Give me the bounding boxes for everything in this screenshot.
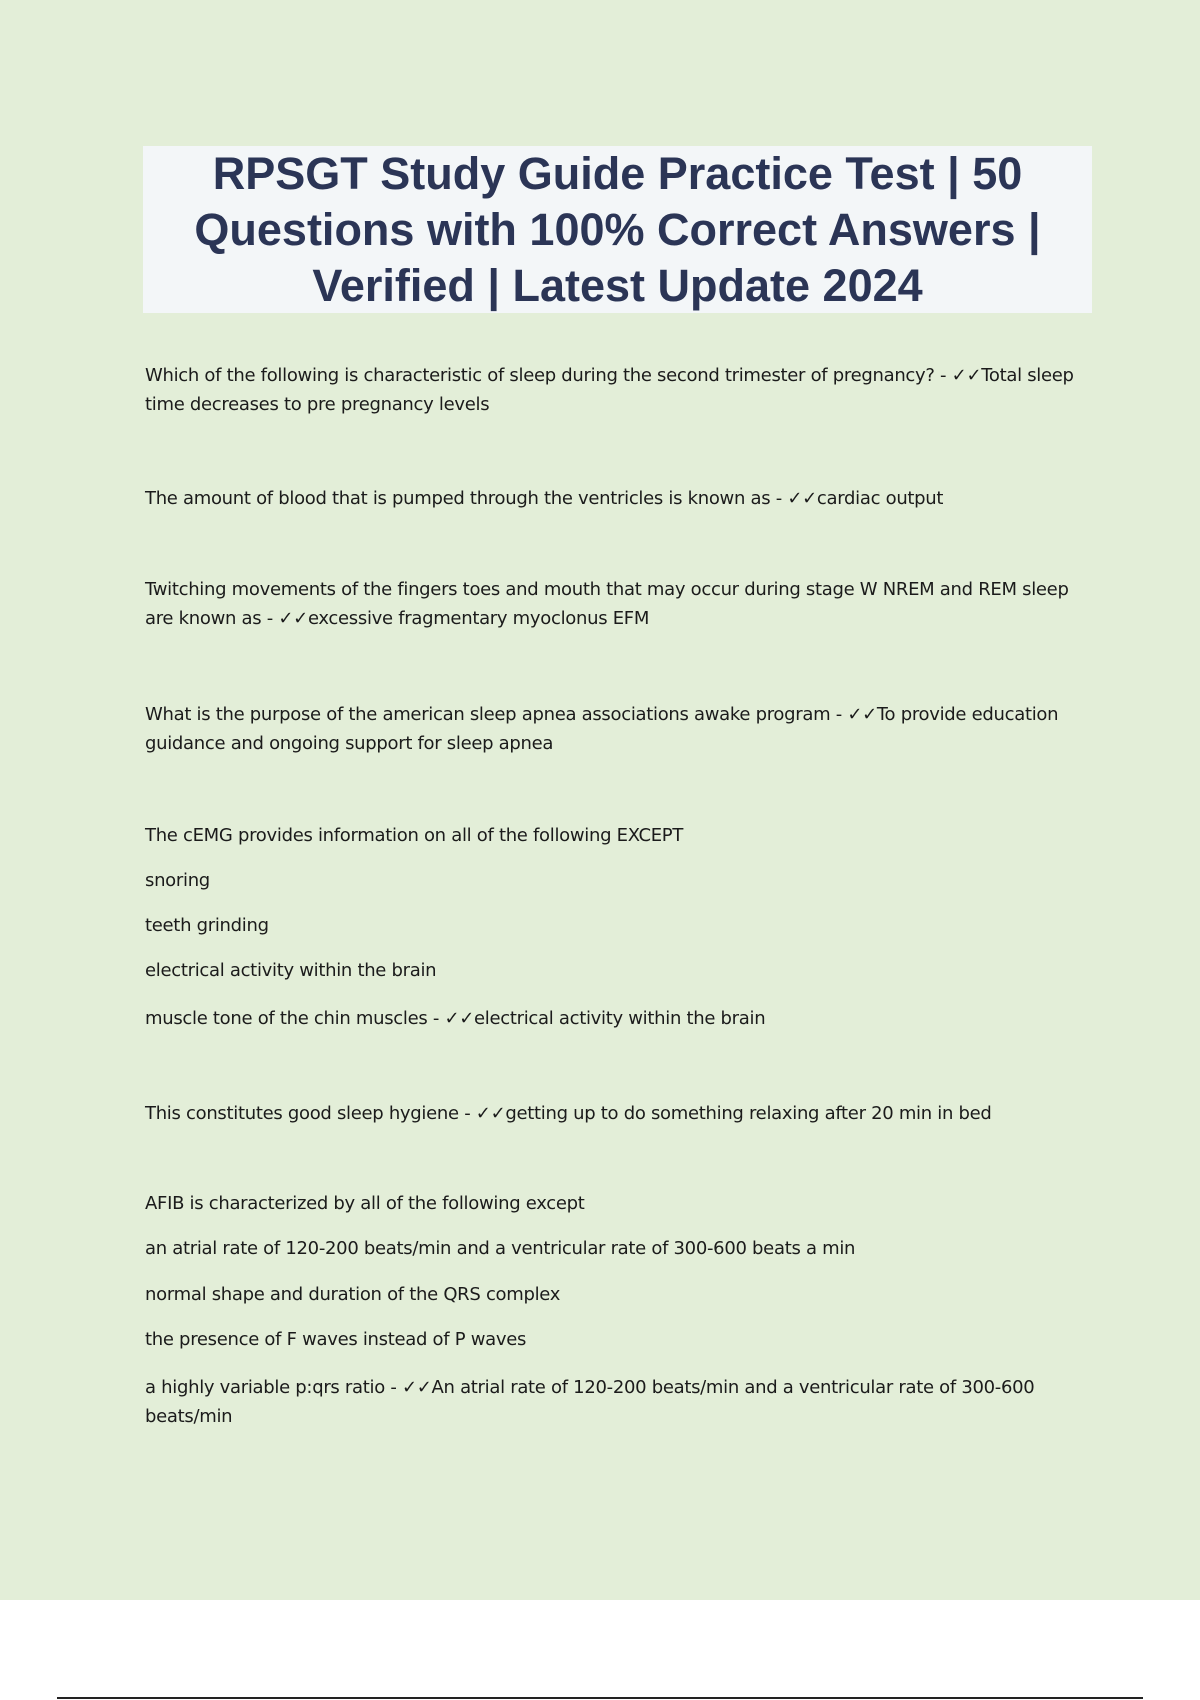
- question-5-option: snoring: [145, 870, 210, 891]
- question-5-option: electrical activity within the brain: [145, 960, 437, 981]
- question-7-stem: AFIB is characterized by all of the following except: [145, 1193, 585, 1214]
- question-7-option: the presence of F waves instead of P waves: [145, 1329, 527, 1350]
- document-title: RPSGT Study Guide Practice Test | 50 Questions with 100% Correct Answers | Verified | Latest Update 2024: [194, 147, 1041, 311]
- question-6: This constitutes good sleep hygiene - ✓✓getting up to do something relaxing after 20 min in bed: [145, 1103, 992, 1124]
- question-7-option: normal shape and duration of the QRS complex: [145, 1284, 561, 1305]
- question-7-option: an atrial rate of 120-200 beats/min and a ventricular rate of 300-600 beats a min: [145, 1238, 856, 1259]
- question-3: Twitching movements of the fingers toes and mouth that may occur during stage W NREM and REM sleep are known as - ✓✓excessive fragmentary myoclonus EFM: [145, 579, 1069, 629]
- question-4: What is the purpose of the american sleep apnea associations awake program - ✓✓To provide education guidance and ongoing support for sleep apnea: [145, 704, 1059, 754]
- question-5-option: teeth grinding: [145, 915, 269, 936]
- question-1: Which of the following is characteristic of sleep during the second trimester of pregnancy? - ✓✓Total sleep time decreases to pre pregnancy levels: [145, 365, 1074, 415]
- question-5-stem: The cEMG provides information on all of the following EXCEPT: [145, 825, 684, 846]
- question-5-answer: muscle tone of the chin muscles - ✓✓electrical activity within the brain: [145, 1008, 766, 1029]
- footer-divider: [57, 1697, 1143, 1699]
- question-7-answer: a highly variable p:qrs ratio - ✓✓An atrial rate of 120-200 beats/min and a ventricular rate of 300-600 beats/min: [145, 1377, 1035, 1427]
- title-banner: [143, 146, 1092, 313]
- question-2: The amount of blood that is pumped through the ventricles is known as - ✓✓cardiac output: [145, 488, 944, 509]
